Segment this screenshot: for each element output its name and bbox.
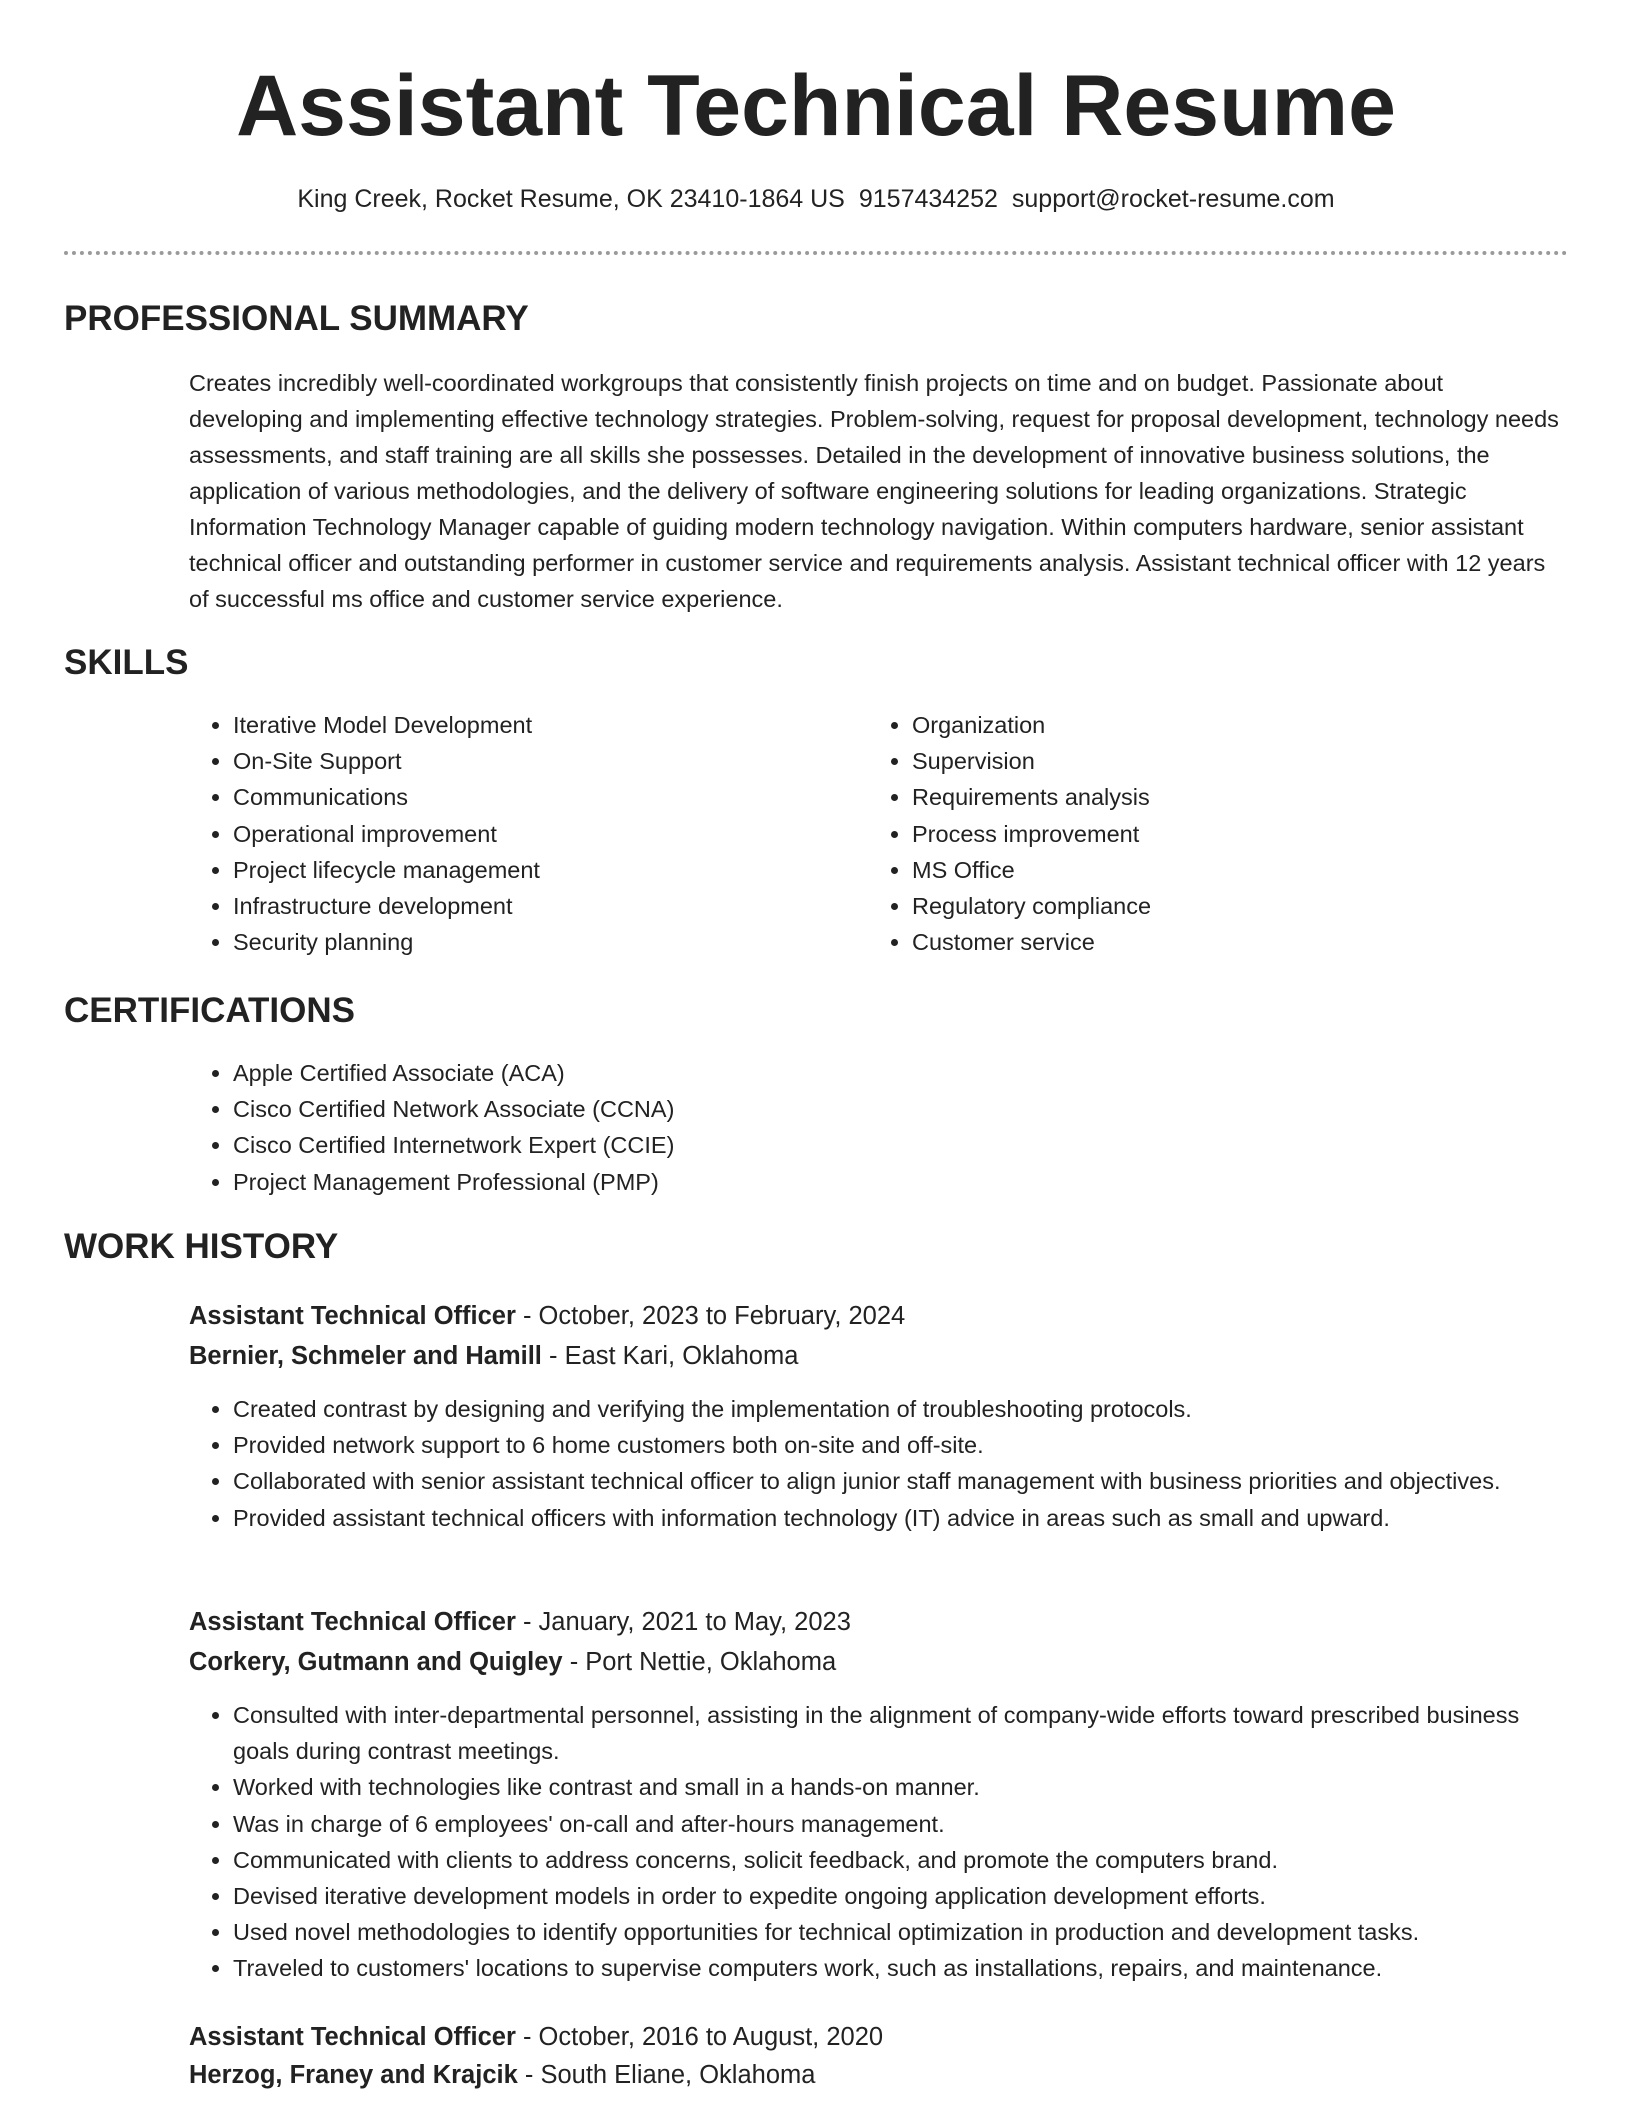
- job-title-line: [189, 1299, 905, 1333]
- job-company-line: [189, 1339, 798, 1373]
- duty-item: • Worked with technologies like contrast and small in a hands-on manner.: [233, 1769, 1533, 1805]
- duty-item: • Collaborated with senior assistant technical officer to align junior staff management with business priorities and objectives.: [233, 1463, 1533, 1499]
- duty-item: • Traveled to customers' locations to supervise computers work, such as installations, repairs, and maintenance.: [233, 1950, 1533, 1986]
- job-location: - Port Nettie, Oklahoma: [562, 1648, 837, 1676]
- skill-item: • Regulatory compliance: [912, 888, 1532, 924]
- job-dates: - October, 2016 to August, 2020: [515, 2023, 884, 2051]
- certification-item: • Cisco Certified Internetwork Expert (CCIE): [233, 1127, 1533, 1163]
- job-company: Bernier, Schmeler and Hamill: [189, 1342, 542, 1370]
- skill-item: • Organization: [912, 707, 1532, 743]
- skill-item: • Security planning: [233, 924, 853, 960]
- contact-address: King Creek, Rocket Resume, OK 23410-1864 US: [297, 185, 845, 213]
- skill-item: • Customer service: [912, 924, 1532, 960]
- skill-item: • Process improvement: [912, 816, 1532, 852]
- skill-item: • Communications: [233, 779, 853, 815]
- skills-heading: SKILLS: [64, 643, 189, 682]
- contact-email[interactable]: support@rocket-resume.com: [1011, 185, 1335, 213]
- skill-item: • MS Office: [912, 852, 1532, 888]
- duty-item: • Provided network support to 6 home customers both on-site and off-site.: [233, 1427, 1533, 1463]
- work-history-heading: WORK HISTORY: [64, 1227, 339, 1266]
- skill-item: • On-Site Support: [233, 743, 853, 779]
- job-dates: - October, 2023 to February, 2024: [515, 1302, 906, 1330]
- skills-list-right: [868, 707, 1532, 960]
- job-title-line: [189, 1605, 851, 1639]
- job-title-line: [189, 2020, 883, 2054]
- skill-item: • Operational improvement: [233, 816, 853, 852]
- duty-item: • Devised iterative development models in order to expedite ongoing application development efforts.: [233, 1878, 1533, 1914]
- job-title: Assistant Technical Officer: [189, 1608, 516, 1636]
- duty-item: • Communicated with clients to address concerns, solicit feedback, and promote the computers brand.: [233, 1842, 1533, 1878]
- skill-item: • Project lifecycle management: [233, 852, 853, 888]
- certifications-list: [189, 1055, 1533, 1200]
- duty-item: • Created contrast by designing and verifying the implementation of troubleshooting protocols.: [233, 1391, 1533, 1427]
- job-company: Herzog, Franey and Krajcik: [189, 2061, 518, 2089]
- job-duties: [189, 1391, 1533, 1536]
- certifications-heading: CERTIFICATIONS: [64, 991, 356, 1030]
- duty-item: • Was in charge of 6 employees' on-call and after-hours management.: [233, 1806, 1533, 1842]
- job-location: - South Eliane, Oklahoma: [517, 2061, 816, 2089]
- header-divider: [64, 251, 1568, 255]
- job-title: Assistant Technical Officer: [189, 2023, 516, 2051]
- skills-list-left: [189, 707, 853, 960]
- job-company-line: [189, 2058, 815, 2092]
- contact-line: [0, 183, 1632, 215]
- job-duties: [189, 1697, 1533, 1987]
- duty-item: • Used novel methodologies to identify opportunities for technical optimization in production and development tasks.: [233, 1914, 1533, 1950]
- job-dates: - January, 2021 to May, 2023: [515, 1608, 851, 1636]
- skill-item: • Supervision: [912, 743, 1532, 779]
- duty-item: • Consulted with inter-departmental personnel, assisting in the alignment of company-wide efforts toward prescribed business goals during contrast meetings.: [233, 1697, 1533, 1769]
- skill-item: • Infrastructure development: [233, 888, 853, 924]
- job-title: Assistant Technical Officer: [189, 1302, 516, 1330]
- duty-item: • Provided assistant technical officers with information technology (IT) advice in areas such as small and upward.: [233, 1500, 1533, 1536]
- summary-text: Creates incredibly well-coordinated workgroups that consistently finish projects on time and on budget. Passionate about developing and implementing effective technology strategies. Problem-solving, request for proposal development, technology needs assessments, and staff training are all skills she possesses. Detailed in the development of innovative business solutions, the application of various methodologies, and the delivery of software engineering solutions for leading organizations. Strategic Information Technology Manager capable of guiding modern technology navigation. Within computers hardware, senior assistant technical officer and outstanding performer in customer service and requirements analysis. Assistant technical officer with 12 years of successful ms office and customer service experience.: [189, 370, 1559, 612]
- job-location: - East Kari, Oklahoma: [541, 1342, 799, 1370]
- contact-phone: 9157434252: [858, 185, 998, 213]
- job-company: Corkery, Gutmann and Quigley: [189, 1648, 563, 1676]
- skill-item: • Requirements analysis: [912, 779, 1532, 815]
- certification-item: • Cisco Certified Network Associate (CCNA): [233, 1091, 1533, 1127]
- skill-item: • Iterative Model Development: [233, 707, 853, 743]
- resume-title: Assistant Technical Resume: [236, 58, 1396, 154]
- certification-item: • Project Management Professional (PMP): [233, 1164, 1533, 1200]
- job-company-line: [189, 1645, 836, 1679]
- summary-heading: PROFESSIONAL SUMMARY: [64, 299, 529, 338]
- certification-item: • Apple Certified Associate (ACA): [233, 1055, 1533, 1091]
